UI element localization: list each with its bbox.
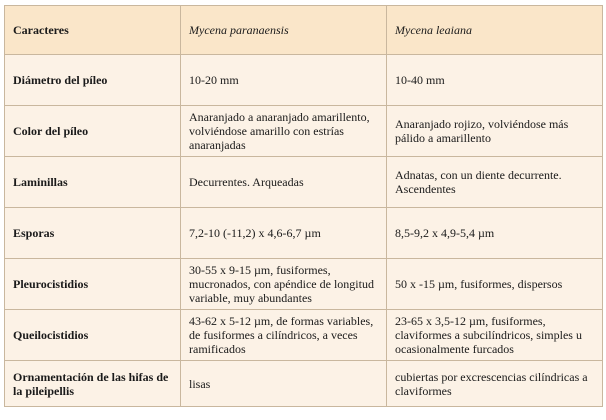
feature-cell: Queilocistidios [5, 310, 181, 361]
paranaensis-cell: Decurrentes. Arqueadas [181, 157, 387, 208]
leaiana-cell: Adnatas, con un diente decurrente. Ascendentes [387, 157, 603, 208]
table-row [5, 208, 603, 259]
header-characters: Caracteres [5, 6, 181, 55]
table-row [5, 106, 603, 157]
feature-cell: Color del píleo [5, 106, 181, 157]
table-row [5, 55, 603, 106]
table-row [5, 157, 603, 208]
feature-cell: Esporas [5, 208, 181, 259]
leaiana-cell: 10-40 mm [387, 55, 603, 106]
comparison-table [4, 5, 603, 407]
header-mycena-paranaensis: Mycena paranaensis [181, 6, 387, 55]
leaiana-cell: 50 x -15 µm, fusiformes, dispersos [387, 259, 603, 310]
table-row [5, 310, 603, 361]
feature-cell: Laminillas [5, 157, 181, 208]
leaiana-cell: Anaranjado rojizo, volviéndose más pálido a amarillento [387, 106, 603, 157]
feature-cell: Diámetro del píleo [5, 55, 181, 106]
paranaensis-cell: 43-62 x 5-12 µm, de formas variables, de fusiformes a cilíndricos, a veces ramificados [181, 310, 387, 361]
paranaensis-cell: Anaranjado a anaranjado amarillento, volviéndose amarillo con estrías anaranjadas [181, 106, 387, 157]
table-body [5, 55, 603, 407]
paranaensis-cell: 7,2-10 (-11,2) x 4,6-6,7 µm [181, 208, 387, 259]
feature-cell: Ornamentación de las hifas de la pileipellis [5, 361, 181, 407]
header-row [5, 6, 603, 55]
leaiana-cell: 8,5-9,2 x 4,9-5,4 µm [387, 208, 603, 259]
paranaensis-cell: 30-55 x 9-15 µm, fusiformes, mucronados, con apéndice de longitud variable, muy abundantes [181, 259, 387, 310]
table-row [5, 361, 603, 407]
header-mycena-leaiana: Mycena leaiana [387, 6, 603, 55]
paranaensis-cell: lisas [181, 361, 387, 407]
table-row [5, 259, 603, 310]
leaiana-cell: 23-65 x 3,5-12 µm, fusiformes, claviformes a subcilíndricos, simples u ocasionalmente furcados [387, 310, 603, 361]
leaiana-cell: cubiertas por excrescencias cilíndricas a claviformes [387, 361, 603, 407]
paranaensis-cell: 10-20 mm [181, 55, 387, 106]
feature-cell: Pleurocistidios [5, 259, 181, 310]
table-header [5, 6, 603, 55]
